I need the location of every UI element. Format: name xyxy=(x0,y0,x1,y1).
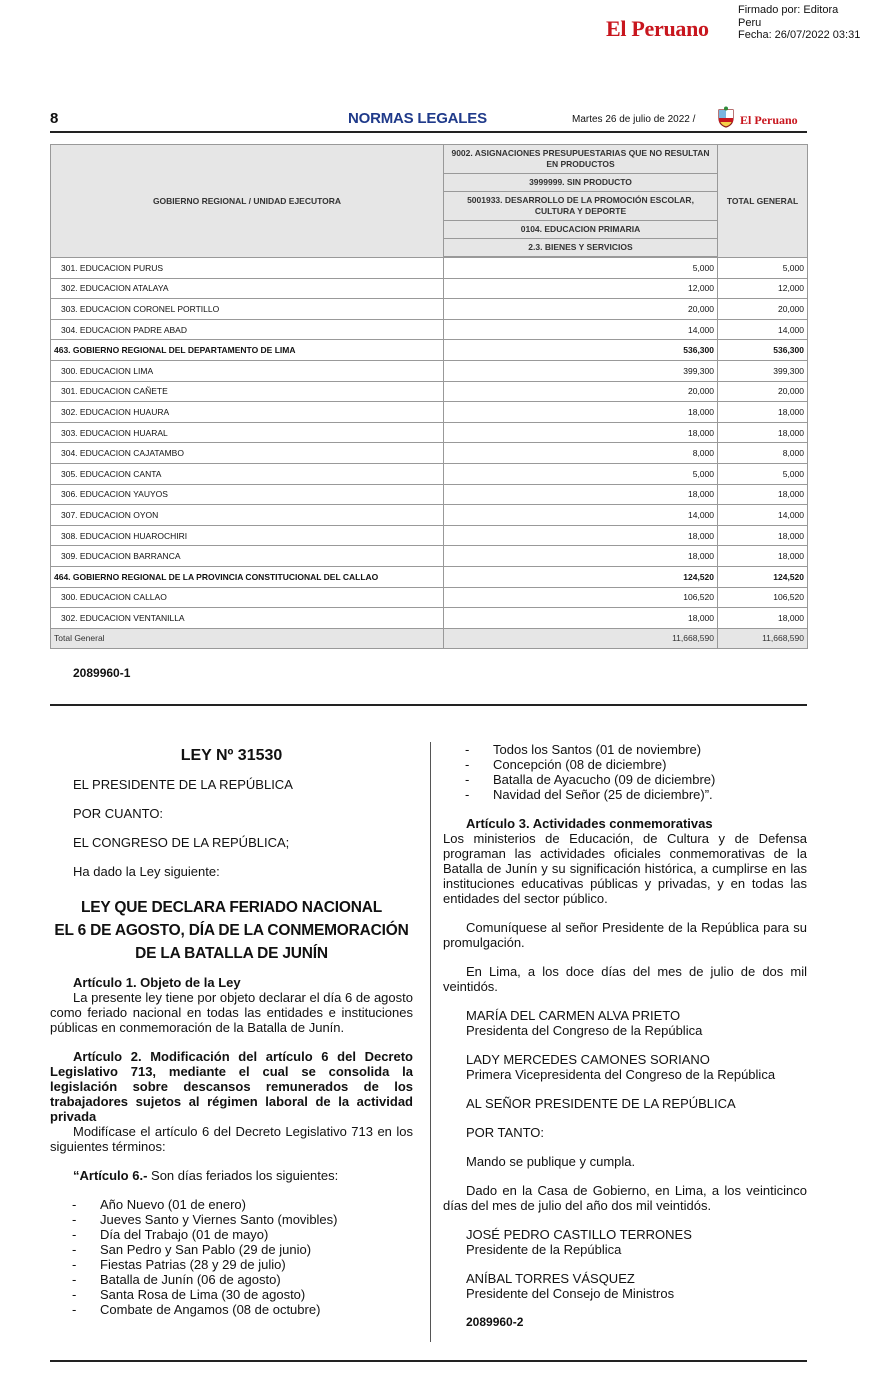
row-amount: 18,000 xyxy=(444,402,718,423)
list-dash: - xyxy=(465,787,470,802)
holiday-item xyxy=(50,1257,413,1272)
column-header-function: 0104. EDUCACION PRIMARIA xyxy=(444,221,718,239)
coat-of-arms-icon xyxy=(716,106,736,128)
holiday-item xyxy=(50,1197,413,1212)
row-label: 302. EDUCACION VENTANILLA xyxy=(51,608,444,629)
list-dash: - xyxy=(72,1227,77,1242)
table-row xyxy=(51,319,808,340)
row-total: 8,000 xyxy=(718,443,808,464)
list-dash: - xyxy=(465,772,470,787)
comuniquese-line: Comuníquese al señor Presidente de la República para su promulgación. xyxy=(443,920,807,950)
table-row xyxy=(51,360,808,381)
row-amount: 5,000 xyxy=(444,258,718,279)
signatory-1-role: Presidenta del Congreso de la República xyxy=(466,1023,703,1038)
row-label: 305. EDUCACION CANTA xyxy=(51,463,444,484)
row-label: 300. EDUCACION LIMA xyxy=(51,360,444,381)
signatory-4-role: Presidente del Consejo de Ministros xyxy=(466,1286,675,1301)
law-title: LEY Nº 31530 xyxy=(180,747,283,764)
law-heading-line-1: LEY QUE DECLARA FERIADO NACIONAL xyxy=(80,899,383,916)
list-dash: - xyxy=(72,1197,77,1212)
row-total: 18,000 xyxy=(718,546,808,567)
row-label: 309. EDUCACION BARRANCA xyxy=(51,546,444,567)
row-amount: 18,000 xyxy=(444,422,718,443)
row-label: 303. EDUCACION HUARAL xyxy=(51,422,444,443)
row-label: 300. EDUCACION CALLAO xyxy=(51,587,444,608)
law-left-column xyxy=(50,748,413,1317)
table-row xyxy=(51,381,808,402)
column-header-generic: 2.3. BIENES Y SERVICIOS xyxy=(444,239,718,257)
row-label: 463. GOBIERNO REGIONAL DEL DEPARTAMENTO DE LIMA xyxy=(51,340,444,361)
column-header-product: 3999999. SIN PRODUCTO xyxy=(444,174,718,192)
row-amount: 5,000 xyxy=(444,463,718,484)
holiday-item xyxy=(50,1212,413,1227)
row-total: 14,000 xyxy=(718,319,808,340)
holiday-item xyxy=(50,1272,413,1287)
row-amount: 399,300 xyxy=(444,360,718,381)
mando-line: Mando se publique y cumpla. xyxy=(466,1154,636,1169)
article-3-title: Artículo 3. Actividades conmemorativas xyxy=(466,816,713,831)
row-label: 302. EDUCACION ATALAYA xyxy=(51,278,444,299)
table-row xyxy=(51,278,808,299)
holiday-text: Año Nuevo (01 de enero) xyxy=(100,1197,246,1212)
signature-line-3: Fecha: 26/07/2022 03:31 xyxy=(738,29,861,41)
row-amount: 18,000 xyxy=(444,484,718,505)
article-1-title: Artículo 1. Objeto de la Ley xyxy=(73,975,241,990)
column-header-total: TOTAL GENERAL xyxy=(718,145,808,258)
row-amount: 12,000 xyxy=(444,278,718,299)
holiday-text: Combate de Angamos (08 de octubre) xyxy=(100,1302,321,1317)
row-total: 14,000 xyxy=(718,505,808,526)
table-row xyxy=(51,525,808,546)
table-row xyxy=(51,505,808,526)
ha-dado-line: Ha dado la Ley siguiente: xyxy=(73,864,220,879)
al-senor-line: AL SEÑOR PRESIDENTE DE LA REPÚBLICA xyxy=(466,1096,736,1111)
president-line: EL PRESIDENTE DE LA REPÚBLICA xyxy=(73,777,293,792)
article-6-label: “Artículo 6.- xyxy=(73,1168,148,1183)
header-date: Martes 26 de julio de 2022 / xyxy=(572,114,696,125)
holiday-item xyxy=(443,742,807,757)
column-header-category: 9002. ASIGNACIONES PRESUPUESTARIAS QUE NO RESULTAN EN PRODUCTOS xyxy=(444,145,718,174)
section-title: NORMAS LEGALES xyxy=(348,110,487,127)
column-header-activity: 5001933. DESARROLLO DE LA PROMOCIÓN ESCOLAR, CULTURA Y DEPORTE xyxy=(444,192,718,221)
holiday-text: Jueves Santo y Viernes Santo (movibles) xyxy=(100,1212,338,1227)
holiday-list-left xyxy=(50,1197,413,1317)
list-dash: - xyxy=(465,742,470,757)
row-total: 18,000 xyxy=(718,402,808,423)
row-label: 302. EDUCACION HUAURA xyxy=(51,402,444,423)
list-dash: - xyxy=(72,1212,77,1227)
signatory-4-name: ANÍBAL TORRES VÁSQUEZ xyxy=(466,1271,635,1286)
row-label: 306. EDUCACION YAUYOS xyxy=(51,484,444,505)
table-row xyxy=(51,443,808,464)
article-1-text: La presente ley tiene por objeto declarar el día 6 de agosto como feriado nacional en todas las entidades e instituciones públicas en conmemoración de la Batalla de Junín. xyxy=(50,990,413,1035)
signatory-3-role: Presidente de la República xyxy=(466,1242,622,1257)
row-label: 307. EDUCACION OYON xyxy=(51,505,444,526)
notice-code-1: 2089960-1 xyxy=(73,666,131,680)
section-rule xyxy=(50,704,807,706)
table-row xyxy=(51,463,808,484)
column-divider xyxy=(430,742,431,1342)
signatory-2-name: LADY MERCEDES CAMONES SORIANO xyxy=(466,1052,710,1067)
row-total: 536,300 xyxy=(718,340,808,361)
table-row xyxy=(51,402,808,423)
row-label: 308. EDUCACION HUAROCHIRI xyxy=(51,525,444,546)
total-amount: 11,668,590 xyxy=(444,628,718,649)
holiday-text: Santa Rosa de Lima (30 de agosto) xyxy=(100,1287,306,1302)
row-total: 20,000 xyxy=(718,299,808,320)
signatory-1-name: MARÍA DEL CARMEN ALVA PRIETO xyxy=(466,1008,681,1023)
digital-signature-text xyxy=(738,4,860,42)
row-total: 124,520 xyxy=(718,566,808,587)
row-total: 20,000 xyxy=(718,381,808,402)
table-row xyxy=(51,484,808,505)
por-cuanto: POR CUANTO: xyxy=(73,806,164,821)
row-total: 5,000 xyxy=(718,463,808,484)
row-total: 399,300 xyxy=(718,360,808,381)
holiday-text: Batalla de Ayacucho (09 de diciembre) xyxy=(493,772,716,787)
signatory-2-role: Primera Vicepresidenta del Congreso de la República xyxy=(466,1067,776,1082)
list-dash: - xyxy=(72,1287,77,1302)
dado-line: Dado en la Casa de Gobierno, en Lima, a los veinticinco días del mes de julio del año dos mil veintidós. xyxy=(443,1183,807,1213)
table-row xyxy=(51,258,808,279)
list-dash: - xyxy=(72,1242,77,1257)
holiday-text: Día del Trabajo (01 de mayo) xyxy=(100,1227,269,1242)
article-2-title: Artículo 2. Modificación del artículo 6 del Decreto Legislativo 713, mediante el cual se consolida la legislación sobre descansos remunerados de los trabajadores sujetos al régimen laboral de la actividad privada xyxy=(50,1049,413,1124)
row-amount: 14,000 xyxy=(444,505,718,526)
row-amount: 18,000 xyxy=(444,525,718,546)
row-amount: 14,000 xyxy=(444,319,718,340)
holiday-item xyxy=(443,772,807,787)
article-2-text: Modifícase el artículo 6 del Decreto Legislativo 713 en los siguientes términos: xyxy=(50,1124,413,1154)
law-heading-line-3: DE LA BATALLA DE JUNÍN xyxy=(135,945,328,962)
signature-line-2: Peru xyxy=(738,16,762,29)
por-tanto: POR TANTO: xyxy=(466,1125,545,1140)
list-dash: - xyxy=(72,1257,77,1272)
signature-line-1: Firmado por: Editora xyxy=(738,4,839,16)
holiday-text: San Pedro y San Pablo (29 de junio) xyxy=(100,1242,312,1257)
column-header-region: GOBIERNO REGIONAL / UNIDAD EJECUTORA xyxy=(51,145,444,258)
table-row xyxy=(51,546,808,567)
header-brand: El Peruano xyxy=(740,113,798,127)
holiday-text: Todos los Santos (01 de noviembre) xyxy=(493,742,702,757)
table-group-row xyxy=(51,340,808,361)
total-general: 11,668,590 xyxy=(718,628,808,649)
row-amount: 18,000 xyxy=(444,608,718,629)
row-total: 12,000 xyxy=(718,278,808,299)
holiday-item xyxy=(50,1302,413,1317)
law-heading xyxy=(50,896,413,965)
row-total: 18,000 xyxy=(718,422,808,443)
row-amount: 20,000 xyxy=(444,381,718,402)
signatory-3-name: JOSÉ PEDRO CASTILLO TERRONES xyxy=(466,1227,692,1242)
article-3-text: Los ministerios de Educación, de Cultura y de Defensa programan las actividades oficiales conmemorativas de la Batalla de Junín y su significación histórica, a cumplirse en las instituciones educativas públicas y privadas, y en todas las entidades del sector público. xyxy=(443,831,807,906)
row-amount: 20,000 xyxy=(444,299,718,320)
holiday-item xyxy=(50,1242,413,1257)
row-total: 5,000 xyxy=(718,258,808,279)
row-label: 303. EDUCACION CORONEL PORTILLO xyxy=(51,299,444,320)
row-amount: 536,300 xyxy=(444,340,718,361)
row-label: 301. EDUCACION CAÑETE xyxy=(51,381,444,402)
row-amount: 124,520 xyxy=(444,566,718,587)
table-row xyxy=(51,422,808,443)
holiday-text: Concepción (08 de diciembre) xyxy=(493,757,667,772)
holiday-item xyxy=(443,787,807,802)
en-lima-line: En Lima, a los doce días del mes de julio de dos mil veintidós. xyxy=(443,964,807,994)
row-total: 18,000 xyxy=(718,484,808,505)
table-row xyxy=(51,587,808,608)
article-6-intro xyxy=(50,1168,413,1183)
page-number: 8 xyxy=(50,110,59,127)
holiday-text: Batalla de Junín (06 de agosto) xyxy=(100,1272,281,1287)
table-row xyxy=(51,608,808,629)
row-total: 106,520 xyxy=(718,587,808,608)
table-group-row xyxy=(51,566,808,587)
article-6-intro-text: Son días feriados los siguientes: xyxy=(147,1168,339,1183)
holiday-text: Navidad del Señor (25 de diciembre)”. xyxy=(493,787,713,802)
list-dash: - xyxy=(72,1302,77,1317)
list-dash: - xyxy=(72,1272,77,1287)
holiday-item xyxy=(443,757,807,772)
law-right-column xyxy=(443,742,807,1330)
budget-table xyxy=(50,144,808,649)
notice-code-2: 2089960-2 xyxy=(466,1315,524,1329)
row-label: 301. EDUCACION PURUS xyxy=(51,258,444,279)
row-label: 304. EDUCACION CAJATAMBO xyxy=(51,443,444,464)
el-peruano-logo: El Peruano xyxy=(606,16,709,41)
total-label: Total General xyxy=(51,628,444,649)
row-amount: 18,000 xyxy=(444,546,718,567)
row-total: 18,000 xyxy=(718,608,808,629)
footer-rule xyxy=(50,1360,807,1362)
holiday-item xyxy=(50,1227,413,1242)
table-row xyxy=(51,299,808,320)
row-label: 464. GOBIERNO REGIONAL DE LA PROVINCIA CONSTITUCIONAL DEL CALLAO xyxy=(51,566,444,587)
header-rule xyxy=(50,131,807,133)
list-dash: - xyxy=(465,757,470,772)
table-total-row xyxy=(51,628,808,649)
row-amount: 106,520 xyxy=(444,587,718,608)
row-label: 304. EDUCACION PADRE ABAD xyxy=(51,319,444,340)
congreso-line: EL CONGRESO DE LA REPÚBLICA; xyxy=(73,835,290,850)
row-amount: 8,000 xyxy=(444,443,718,464)
row-total: 18,000 xyxy=(718,525,808,546)
holiday-list-right xyxy=(443,742,807,802)
holiday-text: Fiestas Patrias (28 y 29 de julio) xyxy=(100,1257,286,1272)
holiday-item xyxy=(50,1287,413,1302)
law-heading-line-2: EL 6 DE AGOSTO, DÍA DE LA CONMEMORACIÓN xyxy=(54,922,409,939)
